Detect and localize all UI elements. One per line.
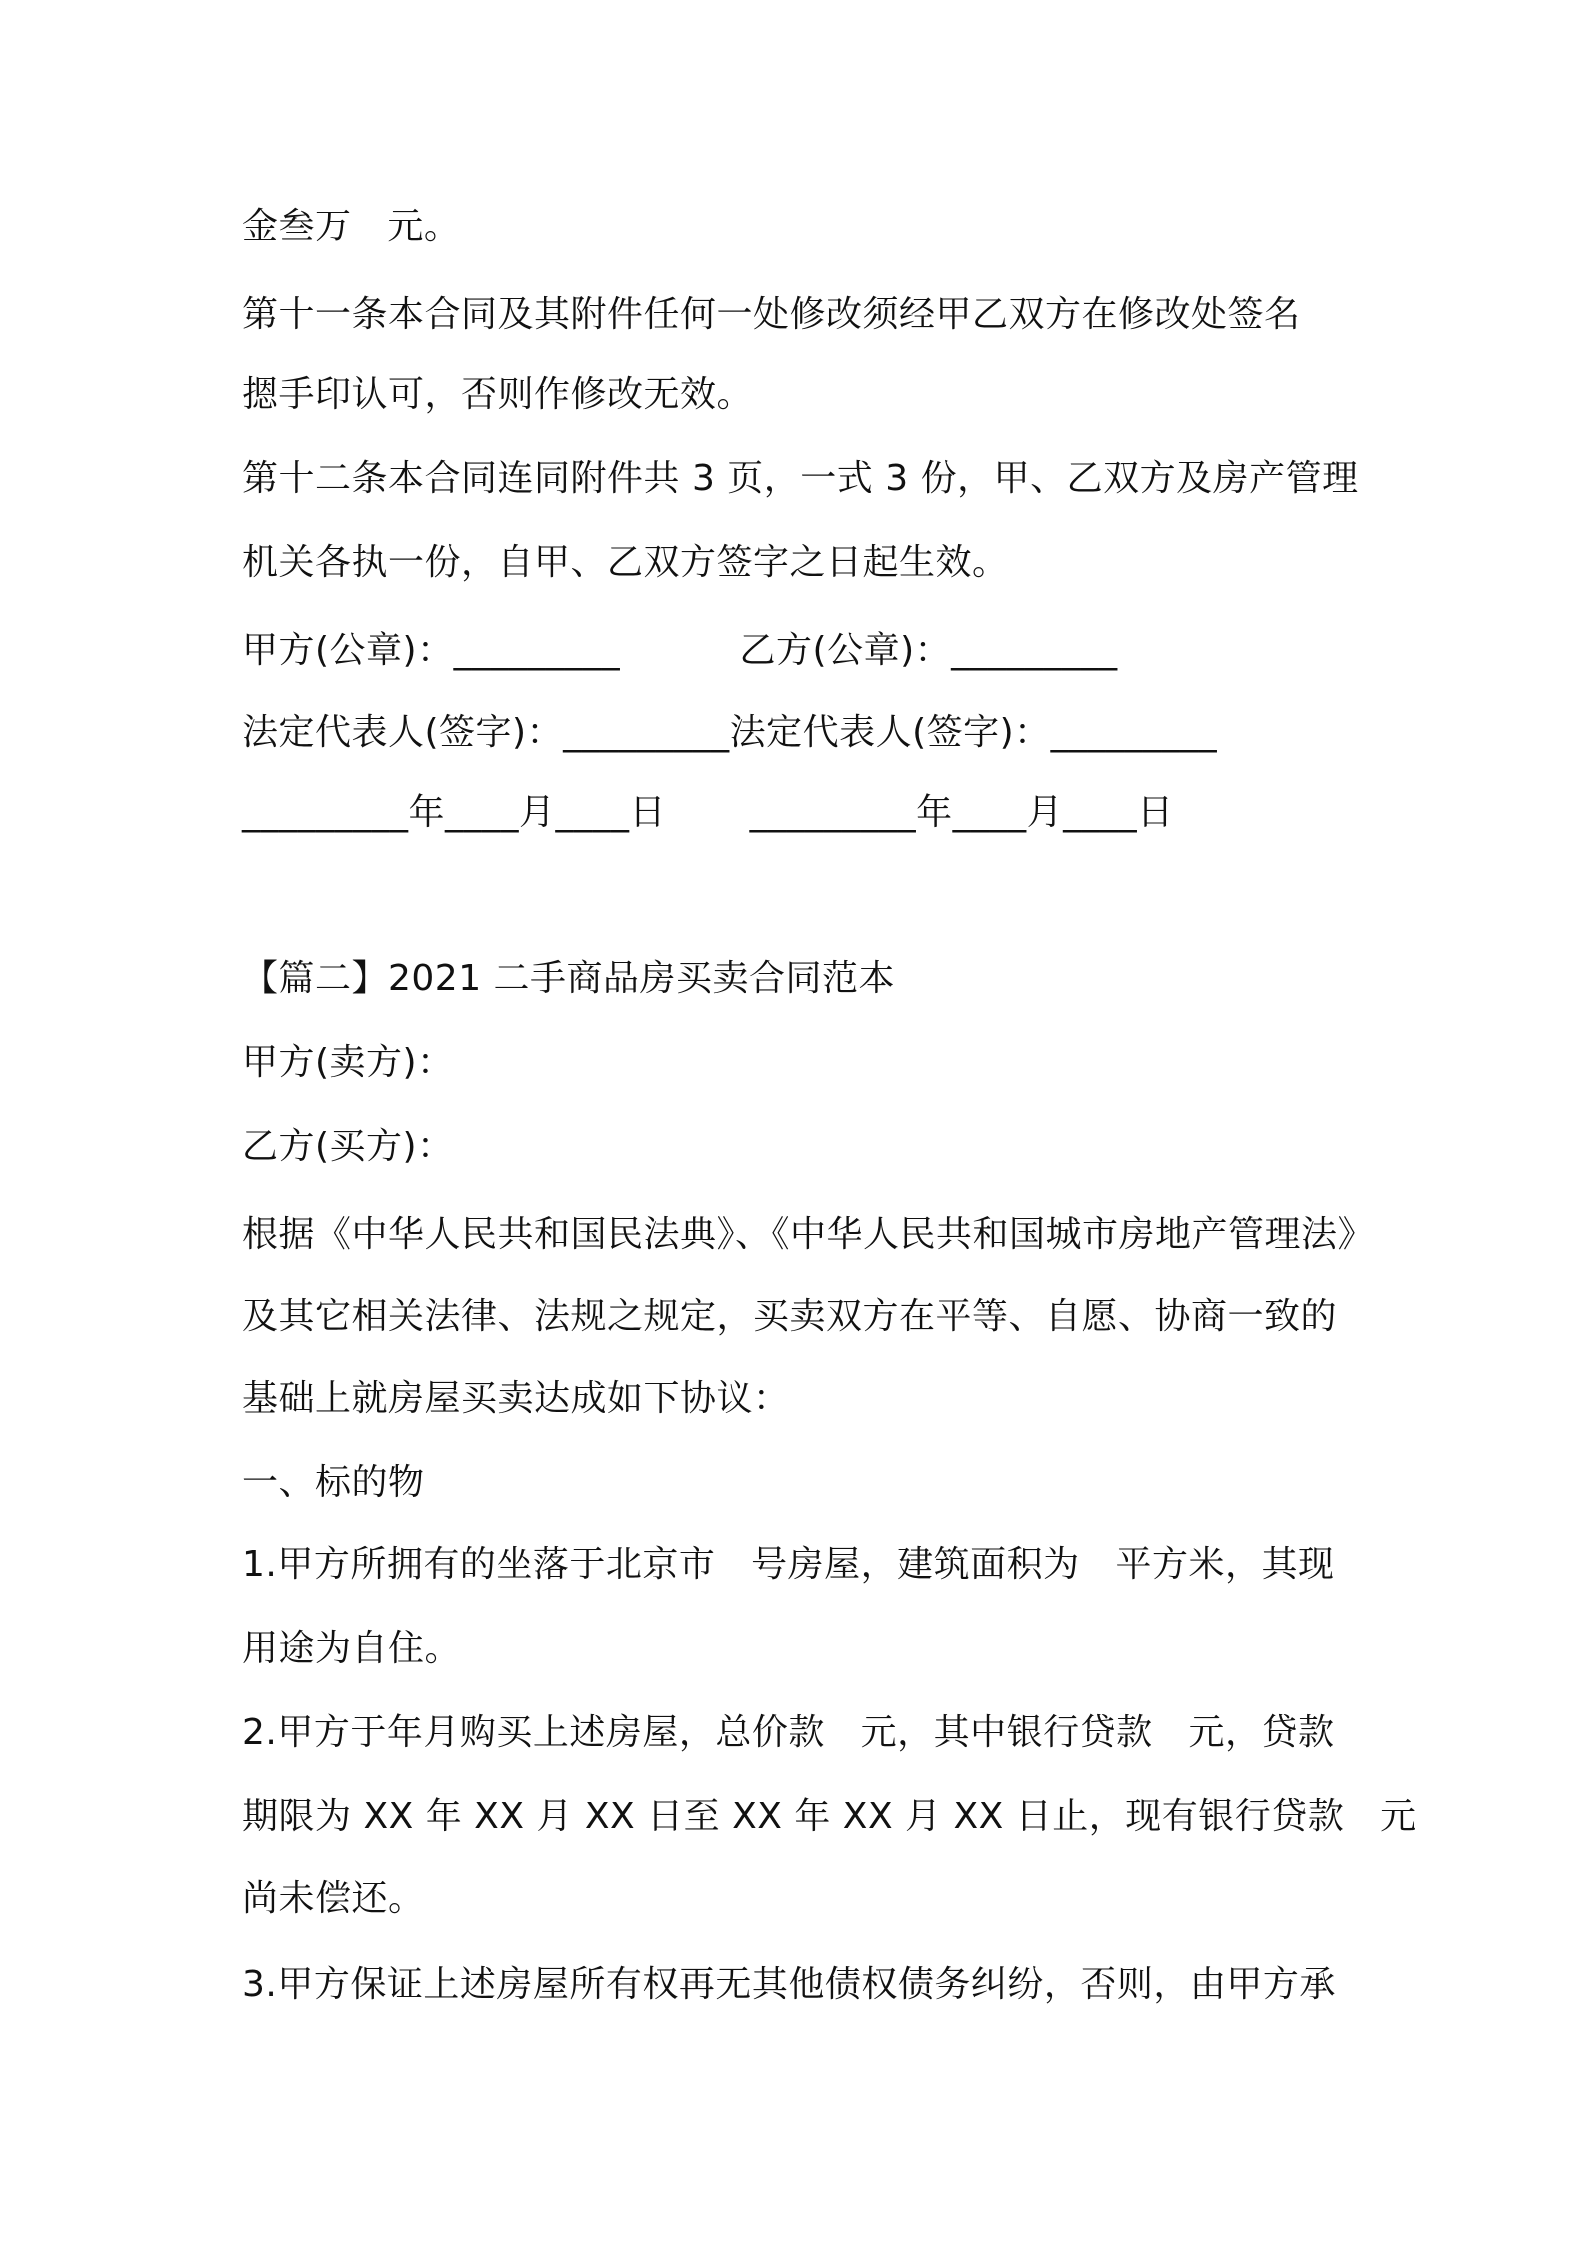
text-line: 2.甲方于年月购买上述房屋，总价款 元，其中银行贷款 元，贷款 [242,1712,1335,1753]
text-line: 金叁万 元。 [242,206,461,247]
signature-line-date: _________年____月____日 _________年____月____日 [242,792,1174,833]
signature-line-representative: 法定代表人(签字)：_________法定代表人(签字)：_________ [242,712,1218,753]
section-heading: 一、标的物 [242,1462,425,1503]
text-line: 基础上就房屋买卖达成如下协议： [242,1378,790,1419]
text-line: 甲方(卖方)： [242,1042,454,1083]
text-line: 用途为自住。 [242,1628,462,1669]
text-line: 期限为 XX 年 XX 月 XX 日至 XX 年 XX 月 XX 日止，现有银行贷款 元 [242,1796,1417,1837]
text-line: 尚未偿还。 [242,1878,425,1919]
text-line: 3.甲方保证上述房屋所有权再无其他债权债务纠纷，否则，由甲方承 [242,1964,1336,2005]
text-line: 1.甲方所拥有的坐落于北京市 号房屋，建筑面积为 平方米，其现 [242,1544,1335,1585]
text-line: 及其它相关法律、法规之规定，买卖双方在平等、自愿、协商一致的 [242,1296,1338,1337]
text-line: 机关各执一份，自甲、乙双方签字之日起生效。 [242,542,1009,583]
text-line: 乙方(买方)： [242,1126,454,1167]
section-title: 【篇二】2021 二手商品房买卖合同范本 [242,958,896,999]
text-line: 第十一条本合同及其附件任何一处修改须经甲乙双方在修改处签名 [242,294,1301,335]
text-line: 第十二条本合同连同附件共 3 页，一式 3 份，甲、乙双方及房产管理 [242,458,1359,499]
text-line: 摁手印认可，否则作修改无效。 [242,374,754,415]
signature-line-seal: 甲方(公章)：_________ 乙方(公章)：_________ [242,630,1118,671]
text-line: 根据《中华人民共和国民法典》、《中华人民共和国城市房地产管理法》 [242,1214,1375,1255]
